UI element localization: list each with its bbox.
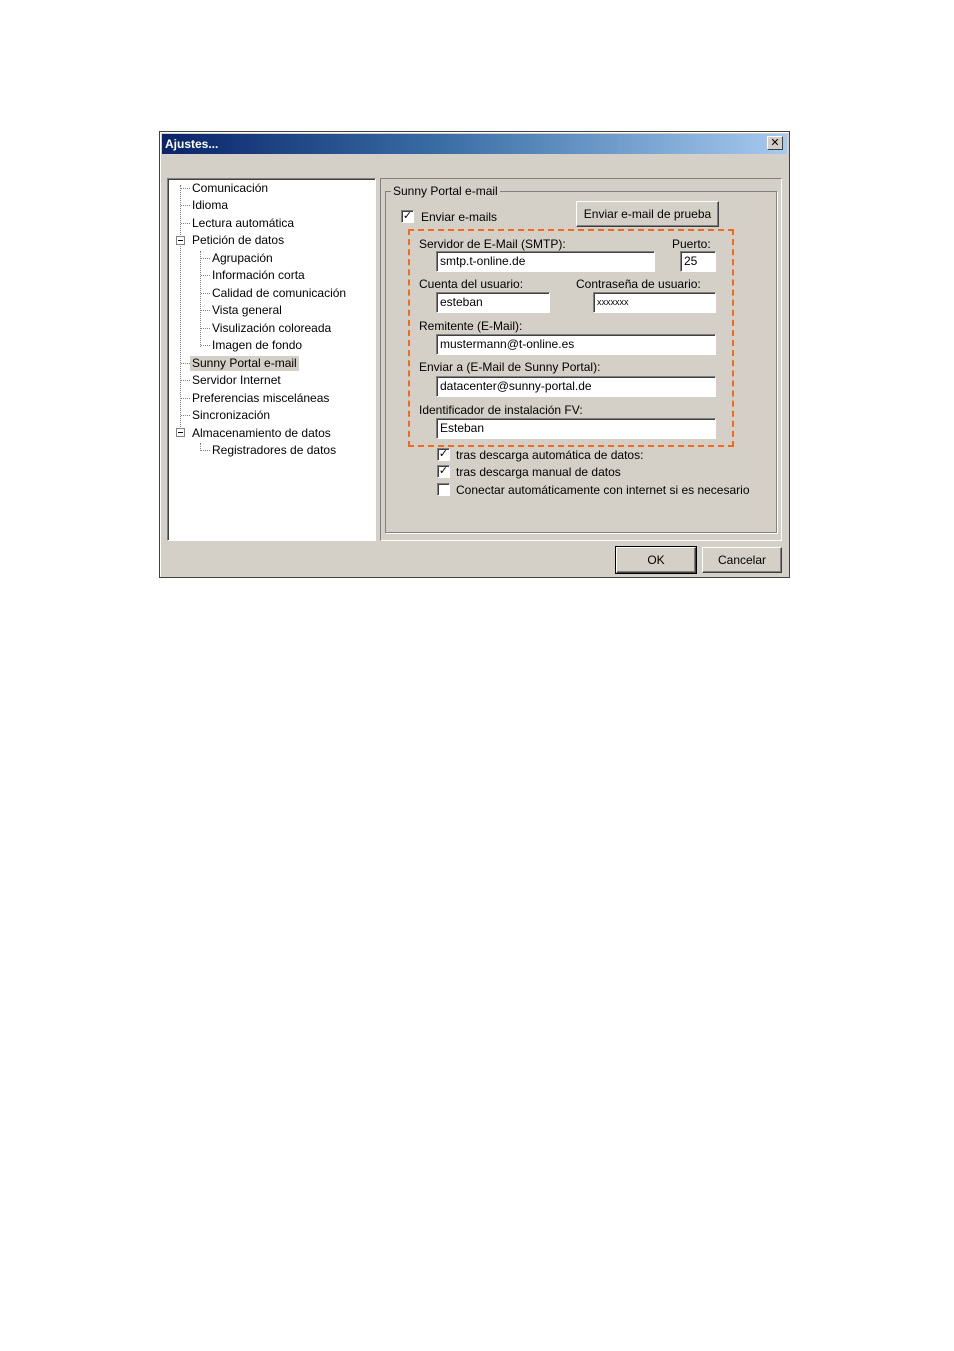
sender-input[interactable]: mustermann@t-online.es bbox=[436, 334, 716, 355]
plant-id-input[interactable]: Esteban bbox=[436, 418, 716, 439]
tree-connector bbox=[201, 275, 210, 276]
tree-connector bbox=[181, 398, 190, 399]
ok-button[interactable] bbox=[616, 547, 696, 573]
tree-connector bbox=[201, 345, 210, 346]
sender-label: Remitente (E-Mail): bbox=[419, 319, 523, 333]
send-to-label: Enviar a (E-Mail de Sunny Portal): bbox=[419, 360, 601, 374]
send-test-email-button[interactable] bbox=[576, 201, 719, 227]
cancel-button[interactable] bbox=[702, 547, 782, 573]
tree-connector bbox=[181, 363, 190, 364]
close-icon: ✕ bbox=[770, 137, 780, 149]
tree-item-idioma[interactable]: Idioma bbox=[192, 198, 229, 212]
close-button[interactable] bbox=[767, 136, 783, 150]
group-title: Sunny Portal e-mail bbox=[393, 184, 498, 198]
cancel-button-label: Cancelar bbox=[717, 553, 767, 567]
password-label: Contraseña de usuario: bbox=[576, 277, 701, 291]
tree-connector bbox=[201, 258, 210, 259]
tree-connector bbox=[181, 188, 190, 189]
user-account-label: Cuenta del usuario: bbox=[419, 277, 524, 291]
auto-connect-label: Conectar automáticamente con internet si es necesario bbox=[456, 483, 750, 497]
collapse-toggle[interactable] bbox=[176, 428, 185, 437]
tree-connector bbox=[181, 380, 190, 381]
tree-item-almacenamiento-de-datos[interactable]: Almacenamiento de datos bbox=[192, 426, 331, 440]
check-icon: ✓ bbox=[438, 448, 449, 460]
tree-connector bbox=[201, 328, 210, 329]
smtp-input[interactable]: smtp.t-online.de bbox=[436, 251, 655, 272]
tree-item-visulizacion-coloreada[interactable]: Visulización coloreada bbox=[212, 321, 332, 335]
tree-item-sincronizacion[interactable]: Sincronización bbox=[192, 408, 271, 422]
tree-connector bbox=[181, 415, 190, 416]
smtp-label: Servidor de E-Mail (SMTP): bbox=[419, 237, 566, 251]
collapse-toggle[interactable] bbox=[176, 236, 185, 245]
send-emails-label: Enviar e-mails bbox=[421, 210, 498, 224]
auto-download-checkbox[interactable] bbox=[437, 448, 450, 461]
tree-item-servidor-internet[interactable]: Servidor Internet bbox=[192, 373, 281, 387]
password-input[interactable]: xxxxxxx bbox=[593, 292, 716, 313]
tree-connector bbox=[201, 293, 210, 294]
auto-download-label: tras descarga automática de datos: bbox=[456, 448, 644, 462]
user-account-input[interactable]: esteban bbox=[436, 292, 550, 313]
send-test-email-label: Enviar e-mail de prueba bbox=[583, 207, 712, 221]
dialog-title: Ajustes... bbox=[165, 137, 219, 151]
tree-item-preferencias-miscelaneas[interactable]: Preferencias misceláneas bbox=[192, 391, 330, 405]
tree-connector bbox=[181, 205, 190, 206]
tree-connector bbox=[181, 223, 190, 224]
check-icon: ✓ bbox=[402, 210, 413, 222]
ok-button-label: OK bbox=[647, 553, 665, 567]
tree-connector bbox=[200, 251, 201, 347]
tree-item-agrupacion[interactable]: Agrupación bbox=[212, 251, 273, 265]
manual-download-checkbox[interactable] bbox=[437, 465, 450, 478]
tree-item-sunny-portal-email[interactable]: Sunny Portal e-mail bbox=[192, 356, 297, 370]
tree-item-lectura-automatica[interactable]: Lectura automática bbox=[192, 216, 295, 230]
tree-item-comunicacion[interactable]: Comunicación bbox=[192, 181, 269, 195]
tree-connector bbox=[201, 310, 210, 311]
plant-id-label: Identificador de instalación FV: bbox=[419, 403, 583, 417]
port-label: Puerto: bbox=[672, 237, 711, 251]
manual-download-label: tras descarga manual de datos bbox=[456, 465, 621, 479]
tree-item-peticion-de-datos[interactable]: Petición de datos bbox=[192, 233, 285, 247]
tree-item-vista-general[interactable]: Vista general bbox=[212, 303, 282, 317]
settings-tree[interactable] bbox=[167, 178, 376, 541]
tree-item-registradores-de-datos[interactable]: Registradores de datos bbox=[212, 443, 337, 457]
auto-connect-checkbox[interactable] bbox=[437, 483, 450, 496]
send-to-input[interactable]: datacenter@sunny-portal.de bbox=[436, 376, 716, 397]
send-emails-checkbox[interactable] bbox=[401, 210, 414, 223]
title-bar[interactable] bbox=[162, 134, 787, 154]
tree-item-imagen-de-fondo[interactable]: Imagen de fondo bbox=[212, 338, 303, 352]
tree-connector bbox=[201, 450, 210, 451]
check-icon: ✓ bbox=[438, 465, 449, 477]
tree-item-informacion-corta[interactable]: Información corta bbox=[212, 268, 305, 282]
tree-item-calidad-de-comunicacion[interactable]: Calidad de comunicación bbox=[212, 286, 347, 300]
port-input[interactable]: 25 bbox=[680, 251, 716, 272]
